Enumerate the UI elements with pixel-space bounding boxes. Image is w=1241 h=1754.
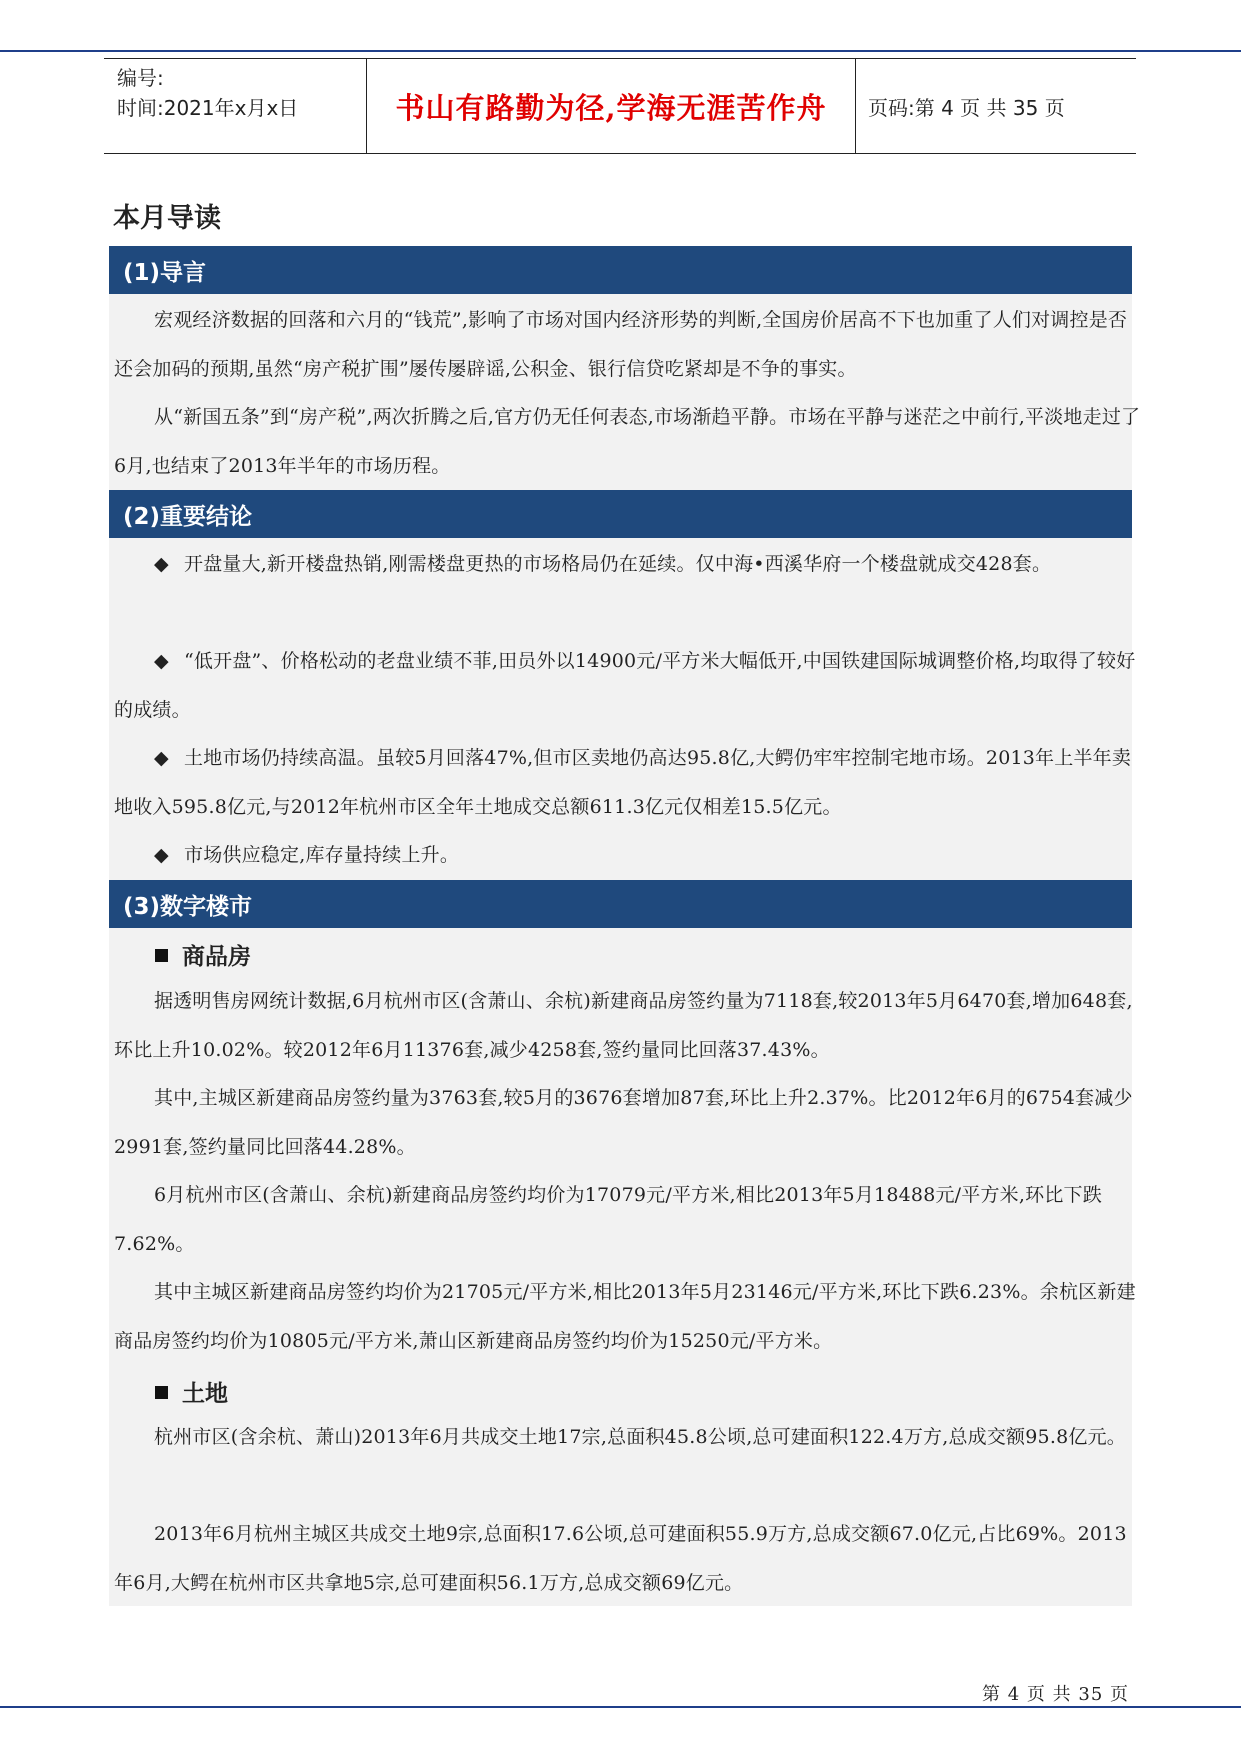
bottom-rule: [0, 1706, 1241, 1708]
page-heading: 本月导读: [113, 203, 221, 234]
conclusion-bullet-2: [114, 637, 1144, 734]
conclusion-text-4: 市场供应稳定,库存量持续上升。: [184, 844, 460, 866]
section-bar-numbers: (3)数字楼市: [109, 880, 1132, 928]
header-left: [104, 59, 366, 153]
time-label: 时间:2021年x月x日: [117, 96, 299, 120]
diamond-bullet-icon: ◆: [154, 747, 169, 769]
conclusion-bullet-3: [114, 734, 1144, 831]
header-motto: 书山有路勤为径,学海无涯苦作舟: [366, 59, 856, 153]
diamond-bullet-icon: ◆: [154, 553, 169, 575]
square-bullet-icon: [155, 1386, 168, 1399]
intro-paragraph-2: 从“新国五条”到“房产税”,两次折腾之后,官方仍无任何表态,市场渐趋平静。市场在平静与迷茫之中前行,平淡地走过了6月,也结束了2013年半年的市场历程。: [114, 406, 1141, 477]
page-footer: 第 4 页 共 35 页: [982, 1684, 1129, 1705]
intro-paragraph-1: 宏观经济数据的回落和六月的“钱荒”,影响了市场对国内经济形势的判断,全国房价居高不下也加重了人们对调控是否还会加码的预期,虽然“房产税扩围”屡传屡辟谣,公积金、银行信贷吃紧却是不争的事实。: [114, 309, 1128, 380]
square-bullet-icon: [155, 949, 168, 962]
section-bar-intro: (1)导言: [109, 246, 1132, 294]
housing-paragraph-1: 据透明售房网统计数据,6月杭州市区(含萧山、余杭)新建商品房签约量为7118套,较2013年5月6470套,增加648套,环比上升10.02%。较2012年6月11376套,减少4258套,签约量同比回落37.43%。: [114, 990, 1133, 1061]
diamond-bullet-icon: ◆: [154, 844, 169, 866]
conclusion-text-1: 开盘量大,新开楼盘热销,刚需楼盘更热的市场格局仍在延续。仅中海•西溪华府一个楼盘就成交428套。: [184, 553, 1052, 575]
land-paragraph-2: 2013年6月杭州主城区共成交土地9宗,总面积17.6公顷,总可建面积55.9万方,总成交额67.0亿元,占比69%。2013年6月,大鳄在杭州市区共拿地5宗,总可建面积56.1万方,总成交额69亿元。: [114, 1523, 1127, 1594]
header-page-label: 页码:第 4 页 共 35 页: [868, 95, 1065, 120]
housing-paragraph-4: 其中主城区新建商品房签约均价为21705元/平方米,相比2013年5月23146元/平方米,环比下跌6.23%。余杭区新建商品房签约均价为10805元/平方米,萧山区新建商品房签约均价为15250元/平方米。: [114, 1281, 1136, 1352]
conclusion-bullet-1: [114, 540, 1144, 589]
housing-paragraph-2: 其中,主城区新建商品房签约量为3763套,较5月的3676套增加87套,环比上升2.37%。比2012年6月的6754套减少2991套,签约量同比回落44.28%。: [114, 1087, 1133, 1158]
housing-paragraph-3: 6月杭州市区(含萧山、余杭)新建商品房签约均价为17079元/平方米,相比2013年5月18488元/平方米,环比下跌7.62%。: [114, 1184, 1102, 1255]
section-bar-conclusions: (2)重要结论: [109, 490, 1132, 538]
land-paragraph-1: 杭州市区(含余杭、萧山)2013年6月共成交土地17宗,总面积45.8公顷,总可建面积122.4万方,总成交额95.8亿元。: [154, 1426, 1126, 1448]
conclusion-text-3: 土地市场仍持续高温。虽较5月回落47%,但市区卖地仍高达95.8亿,大鳄仍牢牢控制宅地市场。2013年上半年卖地收入595.8亿元,与2012年杭州市区全年土地成交总额611.3亿元仅相差15.5亿元。: [114, 747, 1132, 818]
diamond-bullet-icon: ◆: [154, 650, 169, 672]
conclusion-text-2: “低开盘”、价格松动的老盘业绩不菲,田员外以14900元/平方米大幅低开,中国铁建国际城调整价格,均取得了较好的成绩。: [114, 650, 1136, 721]
content-panel: [109, 246, 1141, 1606]
subheading-commercial-housing: 商品房: [155, 938, 251, 971]
top-rule: [0, 50, 1241, 52]
subheading-land: 土地: [155, 1375, 228, 1408]
page-header: [104, 58, 1136, 154]
conclusion-bullet-4: [114, 831, 1144, 880]
serial-label: 编号:: [117, 66, 164, 90]
